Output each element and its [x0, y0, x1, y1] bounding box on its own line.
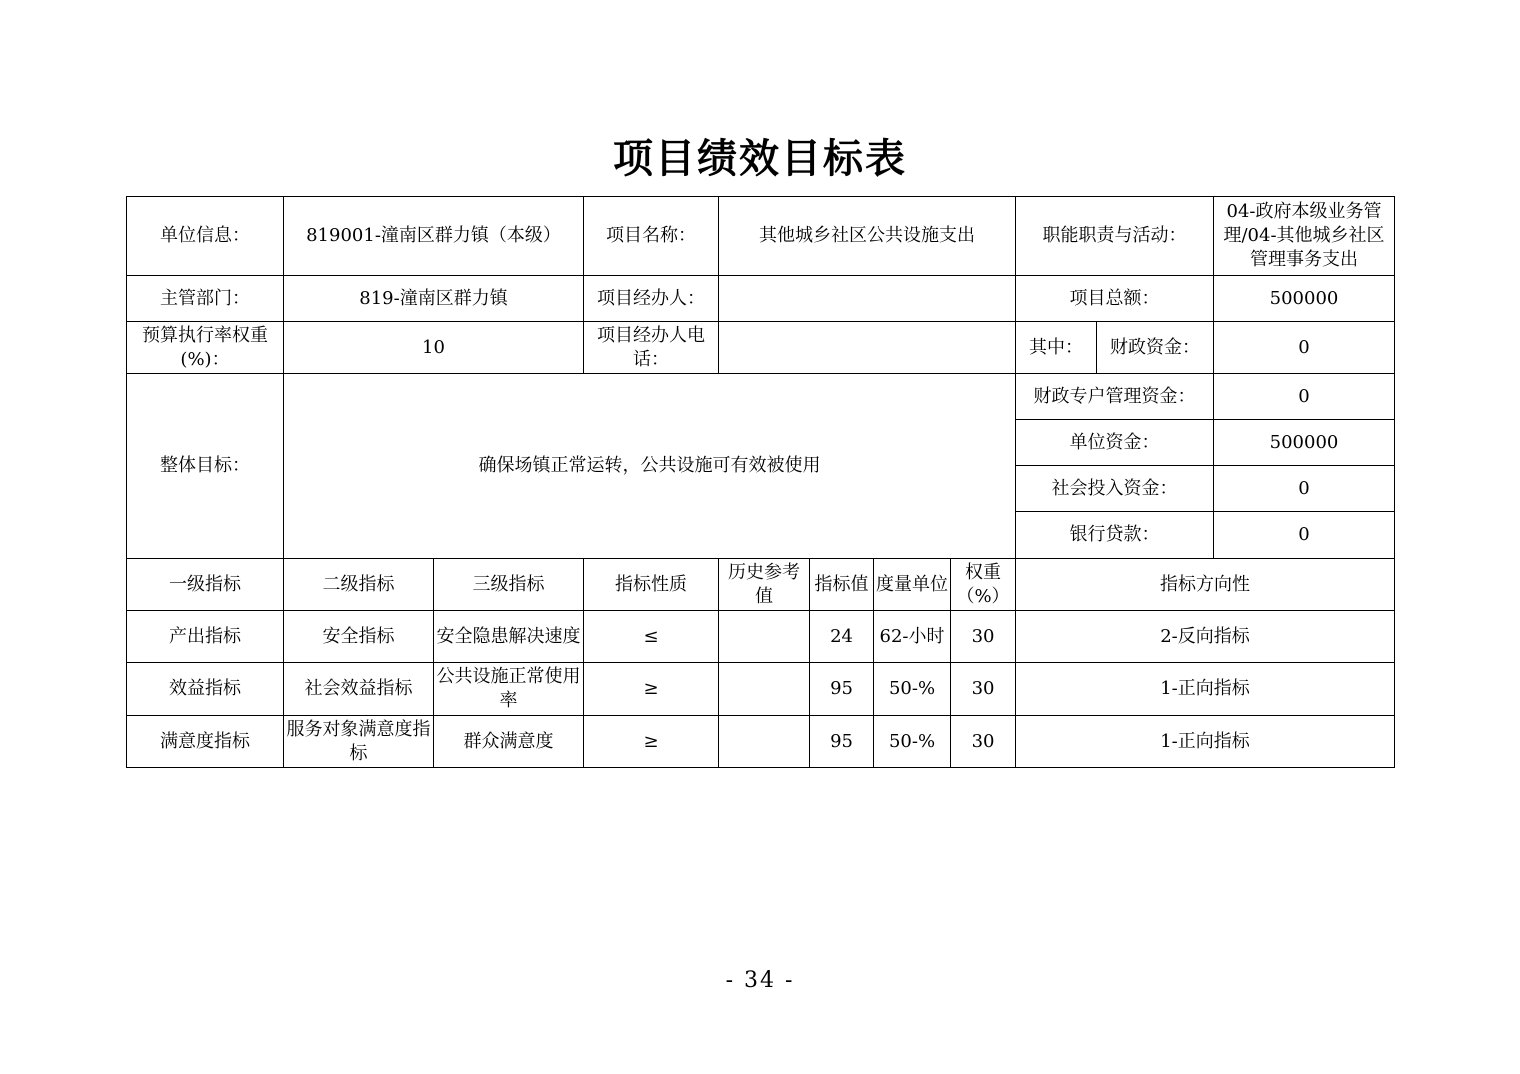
indicator-unit: 62-小时 [874, 611, 951, 663]
fiscal-special-label: 财政专户管理资金： [1016, 374, 1214, 420]
indicator-level2: 社会效益指标 [284, 663, 434, 716]
manager-value [719, 276, 1016, 322]
manager-phone-value [719, 322, 1016, 374]
indicator-direction: 2-反向指标 [1016, 611, 1395, 663]
function-label: 职能职责与活动： [1016, 197, 1214, 276]
info-row-fiscal-special [127, 374, 1395, 420]
indicator-weight: 30 [951, 663, 1016, 716]
dept-value: 819-潼南区群力镇 [284, 276, 584, 322]
indicator-row [127, 716, 1395, 768]
unit-value: 819001-潼南区群力镇（本级） [284, 197, 584, 276]
social-fund-value: 0 [1214, 466, 1395, 512]
indicator-direction: 1-正向指标 [1016, 663, 1395, 716]
header-direction: 指标方向性 [1016, 559, 1395, 611]
indicator-weight: 30 [951, 716, 1016, 768]
indicator-unit: 50-% [874, 663, 951, 716]
indicator-history [719, 716, 810, 768]
indicator-level1: 满意度指标 [127, 716, 284, 768]
header-weight: 权重（%） [951, 559, 1016, 611]
info-row-dept [127, 276, 1395, 322]
budget-weight-value: 10 [284, 322, 584, 374]
indicator-level2: 服务对象满意度指标 [284, 716, 434, 768]
dept-label: 主管部门： [127, 276, 284, 322]
indicator-history [719, 663, 810, 716]
performance-target-table [126, 196, 1395, 768]
goal-value: 确保场镇正常运转，公共设施可有效被使用 [284, 374, 1016, 559]
indicator-value: 24 [810, 611, 874, 663]
project-name-value: 其他城乡社区公共设施支出 [719, 197, 1016, 276]
indicator-history [719, 611, 810, 663]
bank-loan-label: 银行贷款： [1016, 512, 1214, 559]
header-unit: 度量单位 [874, 559, 951, 611]
fiscal-value: 0 [1214, 322, 1395, 374]
indicator-level3: 群众满意度 [434, 716, 584, 768]
header-level3: 三级指标 [434, 559, 584, 611]
page-number: - 34 - [725, 968, 795, 993]
fiscal-special-value: 0 [1214, 374, 1395, 420]
indicator-nature: ≥ [584, 663, 719, 716]
manager-label: 项目经办人： [584, 276, 719, 322]
indicator-unit: 50-% [874, 716, 951, 768]
function-value: 04-政府本级业务管理/04-其他城乡社区管理事务支出 [1214, 197, 1395, 276]
indicator-level3: 安全隐患解决速度 [434, 611, 584, 663]
indicator-row [127, 663, 1395, 716]
info-row-budget [127, 322, 1395, 374]
total-label: 项目总额： [1016, 276, 1214, 322]
unit-fund-label: 单位资金： [1016, 420, 1214, 466]
total-value: 500000 [1214, 276, 1395, 322]
among-label: 其中： [1016, 322, 1097, 374]
unit-label: 单位信息： [127, 197, 284, 276]
indicator-level1: 效益指标 [127, 663, 284, 716]
indicator-value: 95 [810, 716, 874, 768]
indicator-weight: 30 [951, 611, 1016, 663]
header-level1: 一级指标 [127, 559, 284, 611]
header-nature: 指标性质 [584, 559, 719, 611]
page-title: 项目绩效目标表 [613, 135, 907, 182]
fiscal-label: 财政资金： [1097, 322, 1214, 374]
goal-label: 整体目标： [127, 374, 284, 559]
unit-fund-value: 500000 [1214, 420, 1395, 466]
indicator-value: 95 [810, 663, 874, 716]
info-row-unit [127, 197, 1395, 276]
project-name-label: 项目名称： [584, 197, 719, 276]
indicator-level1: 产出指标 [127, 611, 284, 663]
indicator-nature: ≤ [584, 611, 719, 663]
budget-weight-label: 预算执行率权重(%)： [127, 322, 284, 374]
indicator-header-row [127, 559, 1395, 611]
header-level2: 二级指标 [284, 559, 434, 611]
social-fund-label: 社会投入资金： [1016, 466, 1214, 512]
manager-phone-label: 项目经办人电话： [584, 322, 719, 374]
indicator-nature: ≥ [584, 716, 719, 768]
header-history: 历史参考值 [719, 559, 810, 611]
indicator-direction: 1-正向指标 [1016, 716, 1395, 768]
header-value: 指标值 [810, 559, 874, 611]
indicator-level3: 公共设施正常使用率 [434, 663, 584, 716]
indicator-row [127, 611, 1395, 663]
indicator-level2: 安全指标 [284, 611, 434, 663]
bank-loan-value: 0 [1214, 512, 1395, 559]
